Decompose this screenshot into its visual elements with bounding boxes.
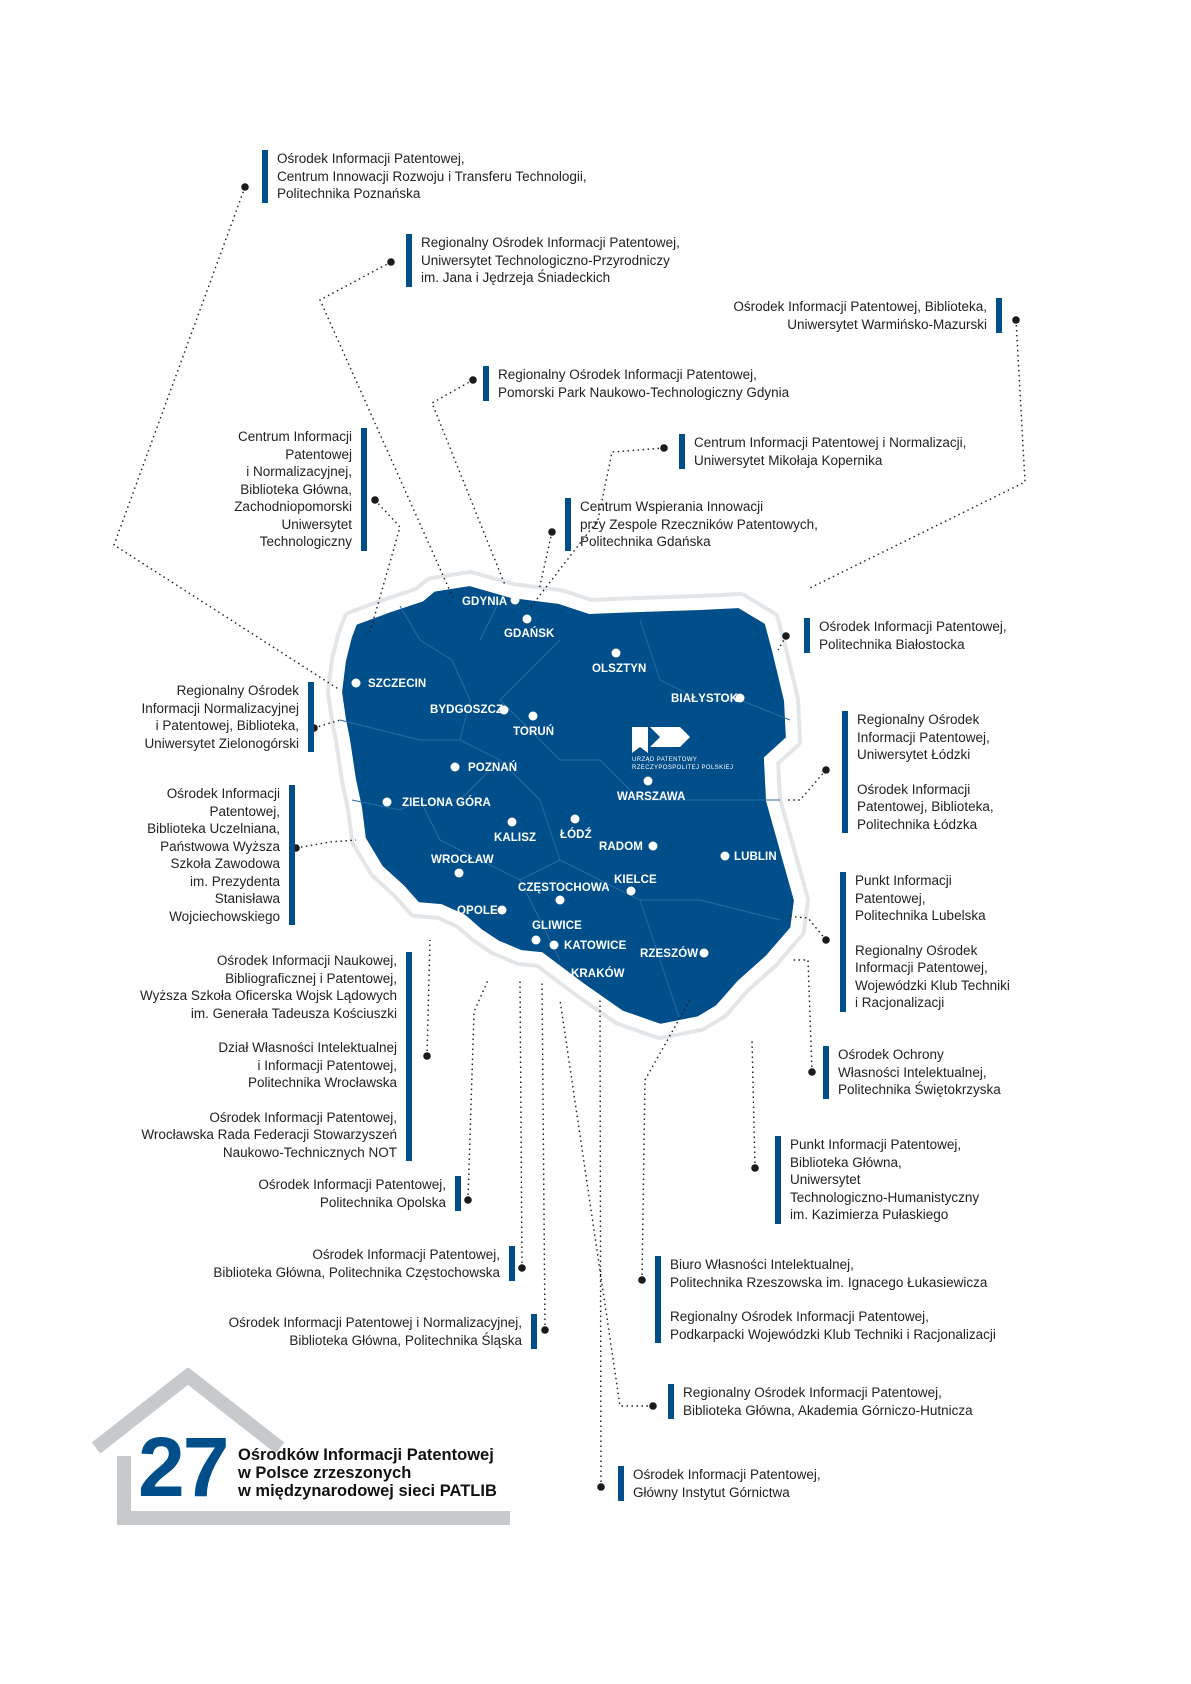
note-line: Politechnika Białostocka: [819, 636, 965, 652]
note-line: Technologiczny: [259, 534, 352, 549]
note-line: Centrum Informacji: [237, 429, 352, 444]
note-line: Politechnika Świętokrzyska: [838, 1082, 1001, 1097]
city-dot-czestochowa: [556, 896, 565, 905]
summary-number: 27: [138, 1420, 228, 1514]
note-line: im. Prezydenta: [189, 873, 280, 889]
note-rzeszow: [655, 1256, 1050, 1343]
note-line: Ośrodek Informacji Patentowej,: [312, 1247, 500, 1262]
city-label-gdansk: GDAŃSK: [504, 628, 555, 640]
note-line: i Informacji Patentowej,: [257, 1057, 397, 1073]
note-line: Informacji Patentowej,: [855, 960, 988, 975]
note-line: Regionalny Ośrodek: [176, 683, 299, 698]
note-line: Uniwersytet: [281, 516, 352, 532]
city-label-kielce: KIELCE: [614, 874, 657, 886]
note-line: Naukowo-Technicznych NOT: [222, 1144, 397, 1160]
note-line: Stanisława: [214, 891, 280, 906]
note-line: Politechnika Wrocławska: [247, 1075, 397, 1090]
note-line: i Normalizacyjnej,: [246, 464, 352, 479]
note-line: Ośrodek Informacji Patentowej,: [819, 619, 1007, 634]
note-line: Patentowej, Biblioteka,: [857, 799, 994, 814]
note-line: Informacji Normalizacyjnej: [141, 700, 299, 716]
note-line: Punkt Informacji Patentowej,: [790, 1137, 962, 1152]
note-line: Państwowa Wyższa: [160, 838, 280, 854]
note-line: Ośrodek Informacji Patentowej i Normalizacyjnej,: [228, 1315, 522, 1330]
summary-line-1: Ośrodków Informacji Patentowej: [238, 1446, 494, 1464]
note-line: Dział Własności Intelektualnej: [218, 1040, 397, 1055]
city-label-olsztyn: OLSZTYN: [592, 663, 647, 675]
note-lublin: [840, 872, 1065, 1012]
note-line: Centrum Informacji Patentowej i Normalizacji,: [694, 435, 967, 450]
note-line: Zachodniopomorski: [234, 499, 352, 514]
city-label-bydgoszcz: BYDGOSZCZ: [430, 704, 504, 716]
note-opole: [160, 1176, 461, 1211]
note-line: Ośrodek Informacji Patentowej,: [277, 151, 465, 166]
city-dot-kalisz: [508, 818, 517, 827]
note-czestochowa: [130, 1246, 515, 1281]
note-line: Uniwersytet Technologiczno-Przyrodniczy: [421, 252, 670, 268]
note-line: Biblioteka Uczelniana,: [147, 821, 280, 836]
city-dot-krakow: [557, 969, 566, 978]
city-dot-gdansk: [523, 615, 532, 624]
city-label-wroclaw: WROCŁAW: [431, 854, 494, 866]
note-line: Wrocławska Rada Federacji Stowarzyszeń: [141, 1127, 397, 1142]
city-label-zielona-gora: ZIELONA GÓRA: [402, 797, 491, 809]
note-line: Centrum Innowacji Rozwoju i Transferu Technologii,: [277, 168, 587, 184]
city-label-czestochowa: CZĘSTOCHOWA: [518, 882, 610, 894]
city-dot-gliwice: [532, 936, 541, 945]
city-label-krakow: KRAKÓW: [571, 968, 625, 980]
note-line: Wojciechowskiego: [169, 908, 280, 924]
note-line: i Racjonalizacji: [855, 995, 945, 1010]
note-line: Politechnika Łódzka: [857, 816, 978, 832]
note-line: Uniwersytet Zielonogórski: [144, 735, 299, 751]
note-olsztyn: [640, 298, 1002, 333]
note-line: Patentowej: [285, 446, 352, 462]
summary-text: [238, 1446, 538, 1500]
city-dot-szczecin: [352, 679, 361, 688]
note-poznan-top: [262, 150, 677, 203]
note-line: przy Zespole Rzeczników Patentowych,: [580, 516, 818, 532]
city-label-gdynia: GDYNIA: [462, 596, 508, 608]
note-line: Szkoła Zawodowa: [170, 856, 280, 871]
city-label-lodz: ŁÓDŹ: [560, 829, 592, 841]
note-line: Regionalny Ośrodek: [855, 942, 978, 958]
note-line: i Patentowej, Biblioteka,: [155, 718, 299, 733]
note-line: Regionalny Ośrodek Informacji Patentowej,: [421, 235, 680, 250]
note-line: Politechnika Rzeszowska im. Ignacego Łukasiewicza: [670, 1274, 988, 1290]
city-dot-gdynia: [511, 596, 520, 605]
note-bydgoszcz: [406, 234, 741, 287]
note-line: Uniwersytet Łódzki: [857, 747, 971, 762]
city-label-rzeszow: RZESZÓW: [640, 948, 699, 960]
note-radom: [775, 1136, 1030, 1224]
note-line: Ośrodek Informacji Patentowej,: [258, 1177, 446, 1192]
note-line: Patentowej,: [209, 803, 280, 819]
note-line: Technologiczno-Humanistyczny: [790, 1189, 980, 1205]
note-torun: [679, 434, 1014, 469]
note-line: Politechnika Gdańska: [580, 534, 711, 549]
note-line: Ośrodek Informacji: [166, 786, 280, 801]
city-dot-lodz: [571, 815, 580, 824]
note-krakow: [668, 1384, 1023, 1419]
city-label-torun: TORUŃ: [513, 726, 555, 738]
city-dot-kielce: [627, 887, 636, 896]
city-dot-wroclaw: [455, 869, 464, 878]
note-line: Biblioteka Główna,: [790, 1154, 902, 1170]
note-line: Podkarpacki Wojewódzki Klub Techniki i Racjonalizacji: [670, 1326, 996, 1342]
note-line: Regionalny Ośrodek Informacji Patentowej,: [498, 367, 757, 382]
note-bialystok: [804, 618, 1079, 653]
note-line: Regionalny Ośrodek Informacji Patentowej,: [683, 1385, 942, 1400]
city-label-bialystok: BIAŁYSTOK: [671, 693, 739, 705]
logo-text-line1: URZĄD PATENTOWY: [632, 757, 698, 763]
note-line: Politechnika Lubelska: [855, 908, 986, 923]
city-label-poznan: POZNAŃ: [468, 762, 518, 774]
note-line: Biblioteka Główna,: [240, 481, 352, 497]
city-dot-katowice: [550, 941, 559, 950]
city-dot-rzeszow: [700, 949, 709, 958]
note-gliwice: [130, 1314, 537, 1349]
note-katowice: [618, 1466, 893, 1501]
note-line: Politechnika Opolska: [319, 1194, 446, 1210]
city-dot-warszawa: [644, 777, 653, 786]
city-dot-lublin: [721, 852, 730, 861]
note-line: im. Generała Tadeusza Kościuszki: [190, 1005, 397, 1021]
note-line: Uniwersytet Mikołaja Kopernika: [694, 452, 883, 468]
summary-line-2: w Polsce zrzeszonych: [238, 1464, 412, 1482]
note-line: Biblioteka Główna, Politechnika Śląska: [289, 1332, 522, 1348]
city-dot-olsztyn: [612, 649, 621, 658]
note-line: Pomorski Park Naukowo-Technologiczny Gdynia: [498, 384, 790, 400]
note-line: Ośrodek Informacji: [857, 781, 971, 797]
note-line: Biuro Własności Intelektualnej,: [670, 1257, 854, 1272]
note-line: Punkt Informacji: [855, 873, 952, 888]
note-line: Wyższa Szkoła Oficerska Wojsk Lądowych: [140, 988, 397, 1003]
city-label-warszawa: WARSZAWA: [617, 791, 686, 803]
summary-line-3: w międzynarodowej sieci PATLIB: [238, 1482, 497, 1500]
note-szczecin: [160, 428, 367, 551]
note-line: Ośrodek Informacji Patentowej,: [633, 1467, 821, 1482]
note-line: im. Kazimierza Pułaskiego: [790, 1207, 949, 1222]
city-dot-zielona-gora: [383, 798, 392, 807]
city-label-opole: OPOLE: [457, 905, 498, 917]
note-line: Bibliograficznej i Patentowej,: [225, 970, 397, 986]
logo-text-line2: RZECZYPOSPOLITEJ POLSKIEJ: [632, 765, 734, 771]
city-dot-opole: [498, 906, 507, 915]
note-line: Ośrodek Informacji Patentowej,: [209, 1109, 397, 1125]
note-line: Centrum Wspierania Innowacji: [580, 499, 764, 514]
city-dot-torun: [529, 712, 538, 721]
note-line: Politechnika Poznańska: [277, 186, 421, 201]
note-line: Informacji Patentowej,: [857, 729, 990, 745]
note-line: Ośrodek Informacji Naukowej,: [216, 953, 397, 968]
note-line: Patentowej,: [855, 890, 926, 906]
city-label-szczecin: SZCZECIN: [368, 678, 427, 690]
note-line: Ośrodek Ochrony: [838, 1047, 944, 1062]
note-line: Regionalny Ośrodek: [857, 712, 980, 727]
note-wroclaw: [80, 952, 412, 1161]
note-line: Uniwersytet: [790, 1172, 861, 1187]
note-line: Wojewódzki Klub Techniki: [855, 977, 1010, 993]
note-kalisz: [100, 785, 295, 925]
note-line: Ośrodek Informacji Patentowej, Biblioteka,: [733, 299, 987, 314]
city-dot-radom: [649, 842, 658, 851]
note-line: Regionalny Ośrodek Informacji Patentowej,: [670, 1309, 929, 1324]
note-gdansk: [565, 498, 900, 551]
note-lodz: [842, 711, 1057, 833]
note-zielona-gora: [104, 682, 314, 752]
city-label-gliwice: GLIWICE: [532, 920, 582, 932]
city-label-radom: RADOM: [599, 841, 643, 853]
note-line: Własności Intelektualnej,: [838, 1064, 987, 1080]
note-line: Główny Instytut Górnictwa: [633, 1484, 790, 1500]
note-line: im. Jana i Jędrzeja Śniadeckich: [421, 270, 611, 285]
note-line: Biblioteka Główna, Akademia Górniczo-Hutnicza: [683, 1402, 973, 1418]
city-dot-poznan: [451, 763, 460, 772]
city-label-katowice: KATOWICE: [564, 940, 627, 952]
city-label-kalisz: KALISZ: [494, 832, 537, 844]
note-gdynia: [483, 366, 848, 401]
note-line: Biblioteka Główna, Politechnika Częstochowska: [213, 1264, 500, 1280]
note-kielce: [823, 1046, 1058, 1099]
city-label-lublin: LUBLIN: [734, 851, 777, 863]
note-line: Uniwersytet Warmińsko-Mazurski: [787, 316, 987, 332]
